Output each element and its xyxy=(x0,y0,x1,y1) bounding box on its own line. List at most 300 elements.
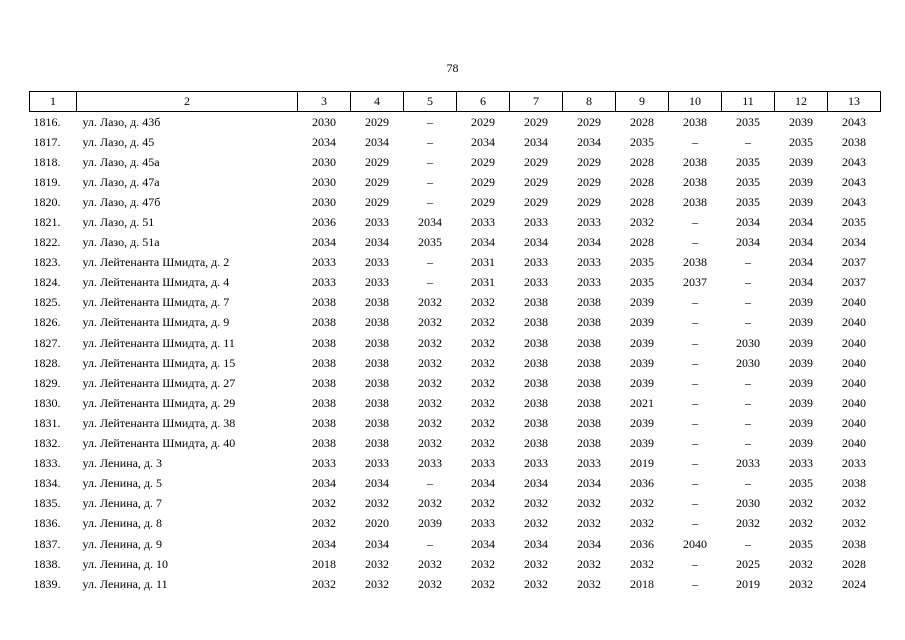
year-cell: 2034 xyxy=(365,476,389,491)
year-cell: – xyxy=(427,174,433,189)
year-cell: 2034 xyxy=(471,134,495,149)
year-cell: 2033 xyxy=(365,215,389,230)
year-cell: 2032 xyxy=(312,516,336,531)
row-number: 1817. xyxy=(33,134,61,149)
year-cell: 2032 xyxy=(418,355,442,370)
year-cell: 2039 xyxy=(789,114,813,129)
year-cell: 2038 xyxy=(312,315,336,330)
year-cell: 2032 xyxy=(471,335,495,350)
year-cell: 2043 xyxy=(842,154,866,169)
year-cell: 2034 xyxy=(471,536,495,551)
row-number: 1827. xyxy=(33,335,61,350)
column-header: 13 xyxy=(828,92,881,112)
year-cell: 2038 xyxy=(312,375,336,390)
row-number: 1816. xyxy=(33,114,61,129)
address-cell: ул. Лейтенанта Шмидта, д. 4 xyxy=(82,275,230,290)
year-cell: 2035 xyxy=(736,114,760,129)
year-cell: 2024 xyxy=(842,576,866,591)
address-cell: ул. Лазо, д. 51 xyxy=(82,215,155,230)
year-cell: 2038 xyxy=(524,415,548,430)
year-cell: 2029 xyxy=(577,114,601,129)
year-cell: 2019 xyxy=(630,456,654,471)
year-cell: 2033 xyxy=(418,456,442,471)
year-cell: 2039 xyxy=(789,395,813,410)
row-number: 1838. xyxy=(33,556,61,571)
year-cell: 2032 xyxy=(789,516,813,531)
year-cell: 2032 xyxy=(365,576,389,591)
year-cell: 2032 xyxy=(471,375,495,390)
year-cell: – xyxy=(427,114,433,129)
row-number: 1819. xyxy=(33,174,61,189)
year-cell: 2033 xyxy=(365,275,389,290)
year-cell: 2038 xyxy=(577,375,601,390)
address-cell: ул. Лейтенанта Шмидта, д. 40 xyxy=(82,436,236,451)
year-cell: 2039 xyxy=(789,355,813,370)
year-cell: 2032 xyxy=(418,496,442,511)
year-cell: 2029 xyxy=(577,154,601,169)
address-cell: ул. Ленина, д. 11 xyxy=(82,576,168,591)
row-number: 1836. xyxy=(33,516,61,531)
address-cell: ул. Лазо, д. 45а xyxy=(82,154,160,169)
year-cell: – xyxy=(692,415,698,430)
year-cell: 2040 xyxy=(842,395,866,410)
year-cell: 2029 xyxy=(365,114,389,129)
year-cell: 2033 xyxy=(524,255,548,270)
year-cell: 2037 xyxy=(683,275,707,290)
year-cell: 2032 xyxy=(471,496,495,511)
year-cell: 2039 xyxy=(630,436,654,451)
row-number: 1832. xyxy=(33,436,61,451)
table-row xyxy=(30,313,881,333)
year-cell: 2033 xyxy=(577,255,601,270)
year-cell: 2034 xyxy=(471,235,495,250)
year-cell: – xyxy=(745,476,751,491)
year-cell: 2038 xyxy=(365,415,389,430)
year-cell: – xyxy=(692,375,698,390)
year-cell: 2032 xyxy=(471,315,495,330)
year-cell: 2032 xyxy=(789,556,813,571)
year-cell: – xyxy=(745,536,751,551)
year-cell: 2034 xyxy=(365,134,389,149)
year-cell: 2030 xyxy=(736,335,760,350)
year-cell: 2038 xyxy=(365,436,389,451)
year-cell: 2029 xyxy=(365,174,389,189)
year-cell: – xyxy=(745,415,751,430)
year-cell: 2038 xyxy=(683,194,707,209)
year-cell: 2030 xyxy=(312,194,336,209)
address-cell: ул. Лазо, д. 47а xyxy=(82,174,160,189)
year-cell: 2032 xyxy=(418,415,442,430)
page-number: 78 xyxy=(446,61,459,75)
year-cell: 2029 xyxy=(471,114,495,129)
table-row xyxy=(30,373,881,393)
address-cell: ул. Лейтенанта Шмидта, д. 9 xyxy=(82,315,230,330)
year-cell: 2039 xyxy=(789,335,813,350)
table-body xyxy=(30,112,881,595)
year-cell: – xyxy=(427,536,433,551)
year-cell: 2019 xyxy=(736,576,760,591)
year-cell: 2032 xyxy=(418,295,442,310)
year-cell: 2038 xyxy=(683,174,707,189)
address-cell: ул. Лейтенанта Шмидта, д. 7 xyxy=(82,295,230,310)
year-cell: 2038 xyxy=(577,315,601,330)
year-cell: 2034 xyxy=(736,215,760,230)
year-cell: 2033 xyxy=(577,456,601,471)
year-cell: 2032 xyxy=(365,556,389,571)
year-cell: 2040 xyxy=(683,536,707,551)
address-cell: ул. Ленина, д. 8 xyxy=(82,516,163,531)
address-cell: ул. Ленина, д. 3 xyxy=(82,456,163,471)
year-cell: 2038 xyxy=(524,375,548,390)
table-row xyxy=(30,534,881,554)
year-cell: 2038 xyxy=(577,355,601,370)
table-row xyxy=(30,413,881,433)
row-number: 1818. xyxy=(33,154,61,169)
table-row xyxy=(30,132,881,152)
year-cell: 2038 xyxy=(577,295,601,310)
year-cell: 2034 xyxy=(365,235,389,250)
year-cell: 2043 xyxy=(842,174,866,189)
year-cell: 2029 xyxy=(524,114,548,129)
address-cell: ул. Лазо, д. 45 xyxy=(82,134,155,149)
address-cell: ул. Лейтенанта Шмидта, д. 29 xyxy=(82,395,236,410)
year-cell: 2032 xyxy=(418,375,442,390)
year-cell: 2035 xyxy=(736,154,760,169)
year-cell: – xyxy=(692,556,698,571)
year-cell: 2032 xyxy=(418,395,442,410)
year-cell: 2034 xyxy=(312,536,336,551)
address-cell: ул. Лейтенанта Шмидта, д. 38 xyxy=(82,415,236,430)
year-cell: 2025 xyxy=(736,556,760,571)
year-cell: 2030 xyxy=(312,114,336,129)
year-cell: 2034 xyxy=(577,235,601,250)
year-cell: – xyxy=(692,395,698,410)
year-cell: 2034 xyxy=(577,536,601,551)
table-row xyxy=(30,172,881,192)
year-cell: 2035 xyxy=(736,194,760,209)
year-cell: 2033 xyxy=(471,516,495,531)
year-cell: 2038 xyxy=(312,436,336,451)
year-cell: 2038 xyxy=(683,154,707,169)
table-row xyxy=(30,494,881,514)
year-cell: – xyxy=(692,456,698,471)
year-cell: 2033 xyxy=(524,215,548,230)
row-number: 1835. xyxy=(33,496,61,511)
year-cell: 2036 xyxy=(630,476,654,491)
row-number: 1824. xyxy=(33,275,61,290)
year-cell: 2035 xyxy=(789,134,813,149)
year-cell: 2039 xyxy=(630,315,654,330)
year-cell: 2034 xyxy=(789,235,813,250)
year-cell: 2033 xyxy=(524,456,548,471)
year-cell: 2038 xyxy=(842,536,866,551)
address-cell: ул. Лазо, д. 43б xyxy=(82,114,161,129)
column-header: 12 xyxy=(775,92,828,112)
year-cell: 2039 xyxy=(630,335,654,350)
year-cell: 2037 xyxy=(842,255,866,270)
year-cell: – xyxy=(692,315,698,330)
year-cell: 2030 xyxy=(312,154,336,169)
year-cell: 2039 xyxy=(418,516,442,531)
address-cell: ул. Лазо, д. 51а xyxy=(82,235,160,250)
table-row xyxy=(30,514,881,534)
year-cell: 2032 xyxy=(471,436,495,451)
year-cell: 2032 xyxy=(418,315,442,330)
year-cell: 2040 xyxy=(842,375,866,390)
year-cell: 2031 xyxy=(471,255,495,270)
year-cell: 2036 xyxy=(630,536,654,551)
year-cell: 2018 xyxy=(630,576,654,591)
row-number: 1828. xyxy=(33,355,61,370)
year-cell: 2032 xyxy=(577,576,601,591)
column-header: 1 xyxy=(30,92,77,112)
year-cell: – xyxy=(692,134,698,149)
year-cell: 2039 xyxy=(789,375,813,390)
year-cell: – xyxy=(427,194,433,209)
year-cell: 2039 xyxy=(789,315,813,330)
year-cell: 2038 xyxy=(524,395,548,410)
year-cell: 2039 xyxy=(630,295,654,310)
year-cell: 2034 xyxy=(524,536,548,551)
year-cell: 2020 xyxy=(365,516,389,531)
year-cell: – xyxy=(427,154,433,169)
column-header: 11 xyxy=(722,92,775,112)
year-cell: 2034 xyxy=(524,476,548,491)
address-cell: ул. Лейтенанта Шмидта, д. 2 xyxy=(82,255,230,270)
year-cell: 2033 xyxy=(365,456,389,471)
year-cell: 2039 xyxy=(789,295,813,310)
year-cell: 2034 xyxy=(577,476,601,491)
column-header: 5 xyxy=(404,92,457,112)
year-cell: – xyxy=(745,295,751,310)
year-cell: – xyxy=(692,215,698,230)
year-cell: 2038 xyxy=(842,134,866,149)
year-cell: 2033 xyxy=(312,456,336,471)
year-cell: 2030 xyxy=(736,496,760,511)
year-cell: 2033 xyxy=(471,456,495,471)
year-cell: 2021 xyxy=(630,395,654,410)
year-cell: 2038 xyxy=(524,315,548,330)
year-cell: 2032 xyxy=(630,215,654,230)
year-cell: 2032 xyxy=(630,516,654,531)
year-cell: 2018 xyxy=(312,556,336,571)
row-number: 1833. xyxy=(33,456,61,471)
year-cell: 2034 xyxy=(471,476,495,491)
year-cell: – xyxy=(692,235,698,250)
table-row xyxy=(30,212,881,232)
year-cell: – xyxy=(745,134,751,149)
year-cell: 2029 xyxy=(365,154,389,169)
year-cell: 2032 xyxy=(630,496,654,511)
year-cell: 2029 xyxy=(524,154,548,169)
table-row xyxy=(30,574,881,594)
year-cell: 2034 xyxy=(312,235,336,250)
year-cell: 2033 xyxy=(312,255,336,270)
year-cell: 2035 xyxy=(842,215,866,230)
year-cell: 2031 xyxy=(471,275,495,290)
year-cell: 2033 xyxy=(365,255,389,270)
year-cell: 2033 xyxy=(524,275,548,290)
table-row xyxy=(30,233,881,253)
table-row xyxy=(30,112,881,133)
year-cell: 2028 xyxy=(842,556,866,571)
year-cell: 2032 xyxy=(365,496,389,511)
year-cell: 2040 xyxy=(842,415,866,430)
year-cell: 2038 xyxy=(524,355,548,370)
year-cell: 2032 xyxy=(471,556,495,571)
year-cell: 2029 xyxy=(365,194,389,209)
year-cell: 2038 xyxy=(683,114,707,129)
year-cell: 2040 xyxy=(842,335,866,350)
year-cell: 2032 xyxy=(524,576,548,591)
year-cell: 2033 xyxy=(842,456,866,471)
table-row xyxy=(30,434,881,454)
year-cell: 2033 xyxy=(312,275,336,290)
year-cell: 2034 xyxy=(789,215,813,230)
year-cell: 2039 xyxy=(630,355,654,370)
table-row xyxy=(30,333,881,353)
year-cell: 2038 xyxy=(365,355,389,370)
table-row xyxy=(30,293,881,313)
address-cell: ул. Лейтенанта Шмидта, д. 27 xyxy=(82,375,236,390)
year-cell: – xyxy=(427,275,433,290)
year-cell: 2032 xyxy=(842,516,866,531)
year-cell: 2035 xyxy=(789,536,813,551)
year-cell: 2035 xyxy=(630,255,654,270)
year-cell: 2034 xyxy=(365,536,389,551)
year-cell: – xyxy=(745,375,751,390)
year-cell: 2032 xyxy=(471,355,495,370)
column-header: 3 xyxy=(298,92,351,112)
year-cell: 2038 xyxy=(365,335,389,350)
year-cell: 2040 xyxy=(842,436,866,451)
year-cell: 2037 xyxy=(842,275,866,290)
year-cell: 2032 xyxy=(524,516,548,531)
year-cell: 2038 xyxy=(577,395,601,410)
address-cell: ул. Ленина, д. 10 xyxy=(82,556,169,571)
data-table xyxy=(29,91,881,594)
table-row xyxy=(30,152,881,172)
year-cell: 2032 xyxy=(418,436,442,451)
year-cell: 2038 xyxy=(312,395,336,410)
row-number: 1837. xyxy=(33,536,61,551)
table-row xyxy=(30,273,881,293)
year-cell: 2032 xyxy=(577,556,601,571)
year-cell: 2034 xyxy=(789,255,813,270)
column-header: 4 xyxy=(351,92,404,112)
year-cell: 2032 xyxy=(842,496,866,511)
address-cell: ул. Ленина, д. 9 xyxy=(82,536,163,551)
year-cell: 2038 xyxy=(312,295,336,310)
address-cell: ул. Лейтенанта Шмидта, д. 15 xyxy=(82,355,236,370)
year-cell: 2033 xyxy=(577,275,601,290)
column-header: 9 xyxy=(616,92,669,112)
year-cell: 2029 xyxy=(577,194,601,209)
year-cell: 2028 xyxy=(630,174,654,189)
year-cell: 2035 xyxy=(789,476,813,491)
year-cell: 2038 xyxy=(312,355,336,370)
year-cell: – xyxy=(692,335,698,350)
year-cell: 2034 xyxy=(736,235,760,250)
year-cell: 2032 xyxy=(524,556,548,571)
year-cell: 2039 xyxy=(789,154,813,169)
year-cell: – xyxy=(692,355,698,370)
year-cell: 2040 xyxy=(842,295,866,310)
year-cell: 2032 xyxy=(471,576,495,591)
table-row xyxy=(30,393,881,413)
year-cell: 2030 xyxy=(736,355,760,370)
table-row xyxy=(30,192,881,212)
year-cell: 2040 xyxy=(842,355,866,370)
year-cell: 2035 xyxy=(630,134,654,149)
year-cell: 2028 xyxy=(630,154,654,169)
year-cell: 2033 xyxy=(471,215,495,230)
year-cell: 2038 xyxy=(365,315,389,330)
year-cell: 2038 xyxy=(524,295,548,310)
year-cell: – xyxy=(692,436,698,451)
year-cell: 2043 xyxy=(842,114,866,129)
year-cell: 2039 xyxy=(789,174,813,189)
year-cell: 2033 xyxy=(736,456,760,471)
year-cell: 2034 xyxy=(312,134,336,149)
year-cell: 2034 xyxy=(789,275,813,290)
year-cell: 2028 xyxy=(630,114,654,129)
year-cell: 2032 xyxy=(630,556,654,571)
year-cell: 2032 xyxy=(789,576,813,591)
year-cell: – xyxy=(692,295,698,310)
year-cell: 2033 xyxy=(577,215,601,230)
year-cell: 2043 xyxy=(842,194,866,209)
year-cell: 2032 xyxy=(418,576,442,591)
year-cell: 2035 xyxy=(630,275,654,290)
year-cell: 2029 xyxy=(524,194,548,209)
row-number: 1823. xyxy=(33,255,61,270)
year-cell: – xyxy=(745,255,751,270)
column-header: 8 xyxy=(563,92,616,112)
row-number: 1820. xyxy=(33,194,61,209)
row-number: 1825. xyxy=(33,295,61,310)
year-cell: 2032 xyxy=(418,556,442,571)
year-cell: 2033 xyxy=(789,456,813,471)
table-row xyxy=(30,474,881,494)
row-number: 1831. xyxy=(33,415,61,430)
year-cell: 2038 xyxy=(842,476,866,491)
year-cell: 2038 xyxy=(577,335,601,350)
column-header: 6 xyxy=(457,92,510,112)
year-cell: 2034 xyxy=(842,235,866,250)
year-cell: 2032 xyxy=(471,395,495,410)
year-cell: – xyxy=(745,315,751,330)
year-cell: 2039 xyxy=(789,194,813,209)
year-cell: 2032 xyxy=(312,576,336,591)
year-cell: 2038 xyxy=(683,255,707,270)
year-cell: 2038 xyxy=(577,415,601,430)
year-cell: 2034 xyxy=(312,476,336,491)
year-cell: 2029 xyxy=(471,194,495,209)
year-cell: – xyxy=(745,395,751,410)
year-cell: 2036 xyxy=(312,215,336,230)
year-cell: 2032 xyxy=(418,335,442,350)
year-cell: – xyxy=(427,476,433,491)
year-cell: 2035 xyxy=(736,174,760,189)
year-cell: – xyxy=(692,496,698,511)
year-cell: 2038 xyxy=(365,375,389,390)
column-header: 2 xyxy=(77,92,298,112)
table-row xyxy=(30,554,881,574)
year-cell: 2038 xyxy=(365,395,389,410)
year-cell: – xyxy=(692,516,698,531)
year-cell: 2038 xyxy=(577,436,601,451)
